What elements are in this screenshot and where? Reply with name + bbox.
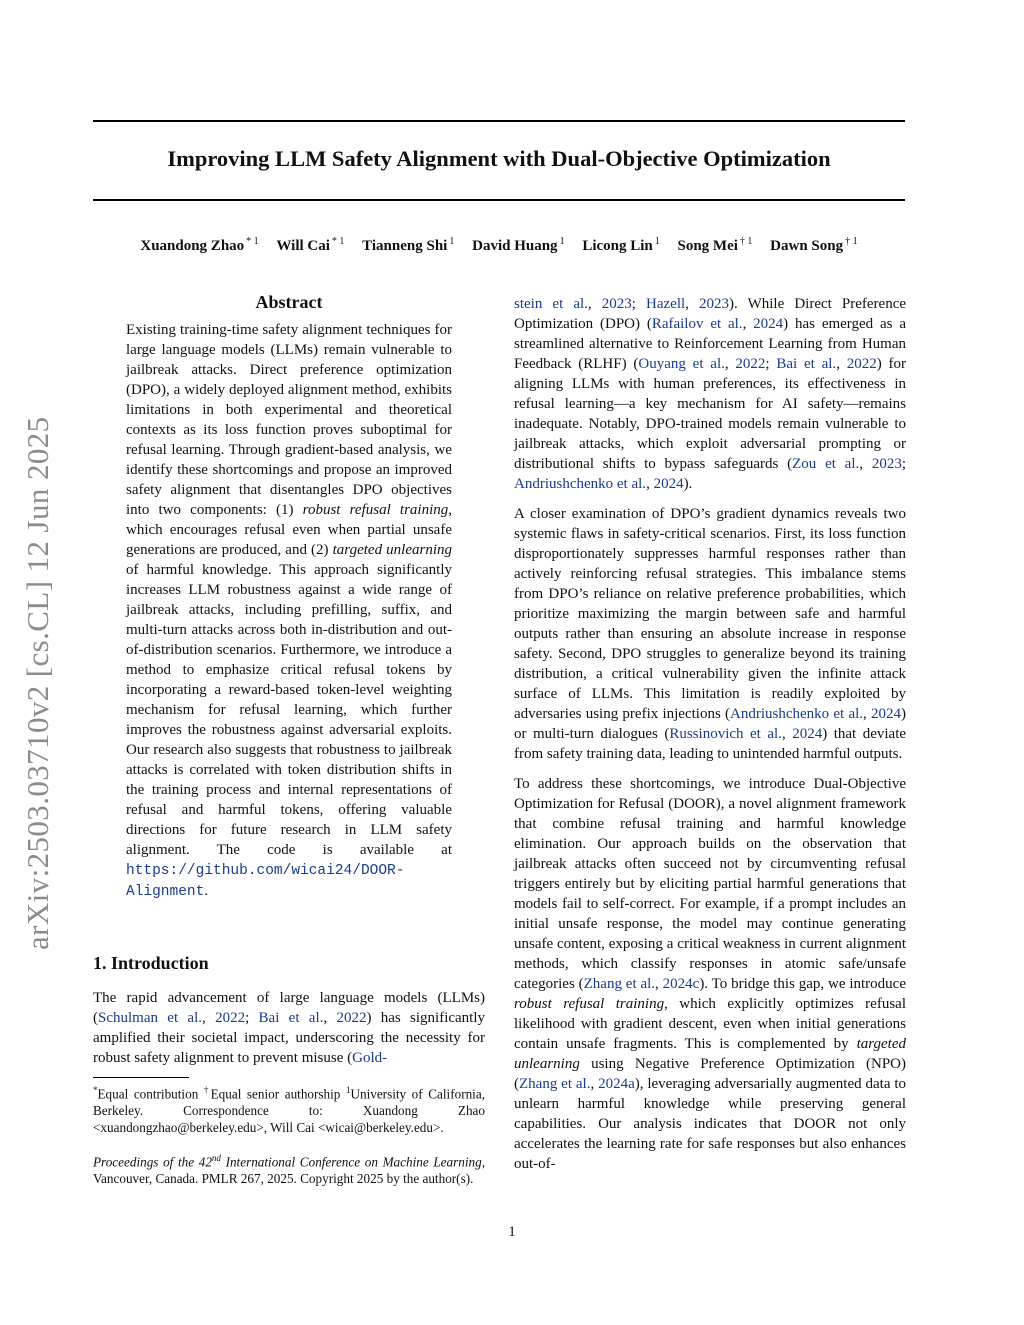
intro-paragraph: The rapid advancement of large language models (LLMs) (Schulman et al., 2022; Bai et al., 2022) has significantly amplified their societal impact, underscoring the necessity for robust safety alignment to prevent misuse (Gold- bbox=[93, 990, 486, 1066]
citation-link[interactable]: 2022 bbox=[336, 1010, 367, 1026]
page-number: 1 bbox=[508, 1224, 516, 1240]
citation-link[interactable]: Zou et al. bbox=[792, 456, 860, 472]
author-list bbox=[93, 236, 905, 255]
intro-paragraph-continued: stein et al., 2023; Hazell, 2023). While Direct Preference Optimization (DPO) (Rafailov et al., 2024) has emerged as a streamlined alternative to Reinforcement Learning from Human Feedback (RLHF) (Ouyang et al., 2022; Bai et al., 2022) for aligning LLMs with human preferences, its effectiveness in refusal learning—a key mechanism for AI safety—remains inadequate. Notably, DPO-trained models remain vulnerable to jailbreak attacks, which exploit adversarial prompting or distributional shifts to bypass safeguards (Zou et al., 2023; Andriushchenko et al., 2024). bbox=[514, 296, 907, 492]
citation-link[interactable]: 2023 bbox=[871, 456, 902, 472]
author: David Huang $^1$ bbox=[472, 236, 565, 254]
abstract-body: Existing training-time safety alignment techniques for large language models (LLMs) remain vulnerable to jailbreak attacks. Direct preference optimization (DPO), a widely deployed alignment method, exhibits limitations in both experimental and theoretical contexts as its loss function proves suboptimal for refusal learning. Through gradient-based analysis, we identify these shortcomings and propose an improved safety alignment that disentangles DPO objectives into two components: (1) robust refusal training, which encourages refusal even when partial unsafe generations are produced, and (2) targeted unlearning of harmful knowledge. This approach significantly increases LLM robustness against a wide range of jailbreak attacks, including prefilling, suffix, and multi-turn attacks across both in-distribution and out-of-distribution scenarios. Furthermore, we introduce a method to emphasize critical refusal tokens by incorporating a reward-based token-level weighting mechanism for refusal learning, which further improves the robustness against adversarial exploits. Our research also suggests that robustness to jailbreak attacks is correlated with token distribution shifts in the training process and internal representations of refusal and harmful tokens, offering valuable directions for future research in LLM safety alignment. The code is available at https://github.com/wicai24/DOOR-Alignment. bbox=[126, 322, 452, 900]
citation-link[interactable]: Hazell bbox=[646, 296, 686, 312]
citation-link[interactable]: 2024 bbox=[753, 316, 784, 332]
right-column bbox=[514, 294, 906, 1184]
citation-link[interactable]: Russinovich et al. bbox=[669, 726, 782, 742]
author: Xuandong Zhao $^{* 1}$ bbox=[140, 236, 259, 254]
citation-link[interactable]: stein et al. bbox=[514, 296, 588, 312]
author: Tianneng Shi $^1$ bbox=[362, 236, 455, 254]
citation-link[interactable]: 2022 bbox=[846, 356, 877, 372]
abstract-heading: Abstract bbox=[255, 292, 323, 312]
citation-link[interactable]: Zhang et al. bbox=[583, 976, 656, 992]
citation-link[interactable]: Andriushchenko et al. bbox=[514, 476, 647, 492]
citation-link[interactable]: Andriushchenko et al. bbox=[730, 706, 864, 722]
code-link[interactable]: https://github.com/wicai24/DOOR-Alignment bbox=[126, 863, 405, 900]
citation-link[interactable]: Bai et al. bbox=[776, 356, 837, 372]
dpo-flaws-paragraph: A closer examination of DPO’s gradient dynamics reveals two systemic flaws in safety-critical scenarios. First, its loss function disproportionately suppresses harmful responses rather than actively reinforcing refusal strategies. This imbalance stems from DPO’s reliance on relative preference probabilities, which prioritize maximizing the margin between safe and harmful outputs rather than ensuring an absolute increase in response safety. Second, DPO struggles to generalize beyond its training distribution, a critical vulnerability given the infinite attack surface of LLMs. This limitation is readily exploited by adversaries using prefix injections (Andriushchenko et al., 2024) or multi-turn dialogues (Russinovich et al., 2024) that deviate from safety training data, leading to unintended harmful outputs. bbox=[514, 506, 907, 762]
citation-link[interactable]: 2024c bbox=[662, 976, 700, 992]
citation-link[interactable]: Rafailov et al. bbox=[651, 316, 743, 332]
author: Will Cai $^{* 1}$ bbox=[276, 236, 345, 254]
footnote-proceedings: Proceedings of the 42nd International Conference on Machine Learning, Vancouver, Canada. PMLR 267, 2025. Copyright 2025 by the author(s). bbox=[93, 1153, 485, 1187]
citation-link[interactable]: 2024 bbox=[653, 476, 684, 492]
citation-link[interactable]: Schulman et al. bbox=[98, 1010, 202, 1026]
citation-link[interactable]: Zhang et al. bbox=[519, 1076, 591, 1092]
title-top-rule bbox=[93, 120, 905, 122]
citation-link[interactable]: 2024 bbox=[871, 706, 901, 722]
citation-link[interactable]: 2022 bbox=[735, 356, 766, 372]
footnote-affiliations: *Equal contribution †Equal senior authorship $^1$University of California, Berkeley. Correspondence to: Xuandong Zhao <xuandongzhao@berkeley.edu>, Will Cai <wicai@berkeley.edu>. bbox=[93, 1085, 485, 1136]
citation-link[interactable]: 2022 bbox=[215, 1010, 246, 1026]
citation-link[interactable]: 2023 bbox=[601, 296, 632, 312]
citation-link[interactable]: 2024a bbox=[598, 1076, 635, 1092]
author: Song Mei $^{\dagger 1}$ bbox=[677, 236, 753, 254]
citation-link[interactable]: Ouyang et al. bbox=[638, 356, 725, 372]
citation-link[interactable]: 2023 bbox=[699, 296, 730, 312]
citation-link[interactable]: Gold- bbox=[352, 1050, 388, 1066]
door-paragraph: To address these shortcomings, we introduce Dual-Objective Optimization for Refusal (DOOR), a novel alignment framework that combine refusal training and harmful knowledge elimination. Our approach builds on the observation that jailbreak attacks often succeed not by circumventing refusal triggers entirely but by eliciting partial harmful generations that models fail to self-correct. For example, if a prompt includes an initial unsafe response, the model may continue generating unsafe content, exposing a critical weakness in current alignment methods, which classify responses in atomic safe/unsafe categories (Zhang et al., 2024c). To bridge this gap, we introduce robust refusal training, which explicitly optimizes refusal likelihood with gradient descent, even when initial generations contain unsafe fragments. This is complemented by targeted unlearning using Negative Preference Optimization (NPO) (Zhang et al., 2024a), leveraging adversarially augmented data to unlearn harmful knowledge while preserving general capabilities. Our analysis indicates that DOOR not only accelerates the learning rate for safe responses but also enhances out-of- bbox=[514, 776, 906, 1172]
title-bottom-rule bbox=[93, 199, 905, 201]
section-heading-introduction: 1. Introduction bbox=[93, 953, 209, 973]
citation-link[interactable]: Bai et al. bbox=[258, 1010, 324, 1026]
author: Licong Lin $^1$ bbox=[582, 236, 660, 254]
citation-link[interactable]: 2024 bbox=[792, 726, 823, 742]
paper-title: Improving LLM Safety Alignment with Dual-Objective Optimization bbox=[167, 146, 831, 171]
arxiv-side-stamp: arXiv:2503.03710v2 [cs.CL] 12 Jun 2025 bbox=[20, 416, 55, 950]
author: Dawn Song $^{\dagger 1}$ bbox=[770, 236, 858, 254]
footnote-rule bbox=[93, 1077, 189, 1078]
